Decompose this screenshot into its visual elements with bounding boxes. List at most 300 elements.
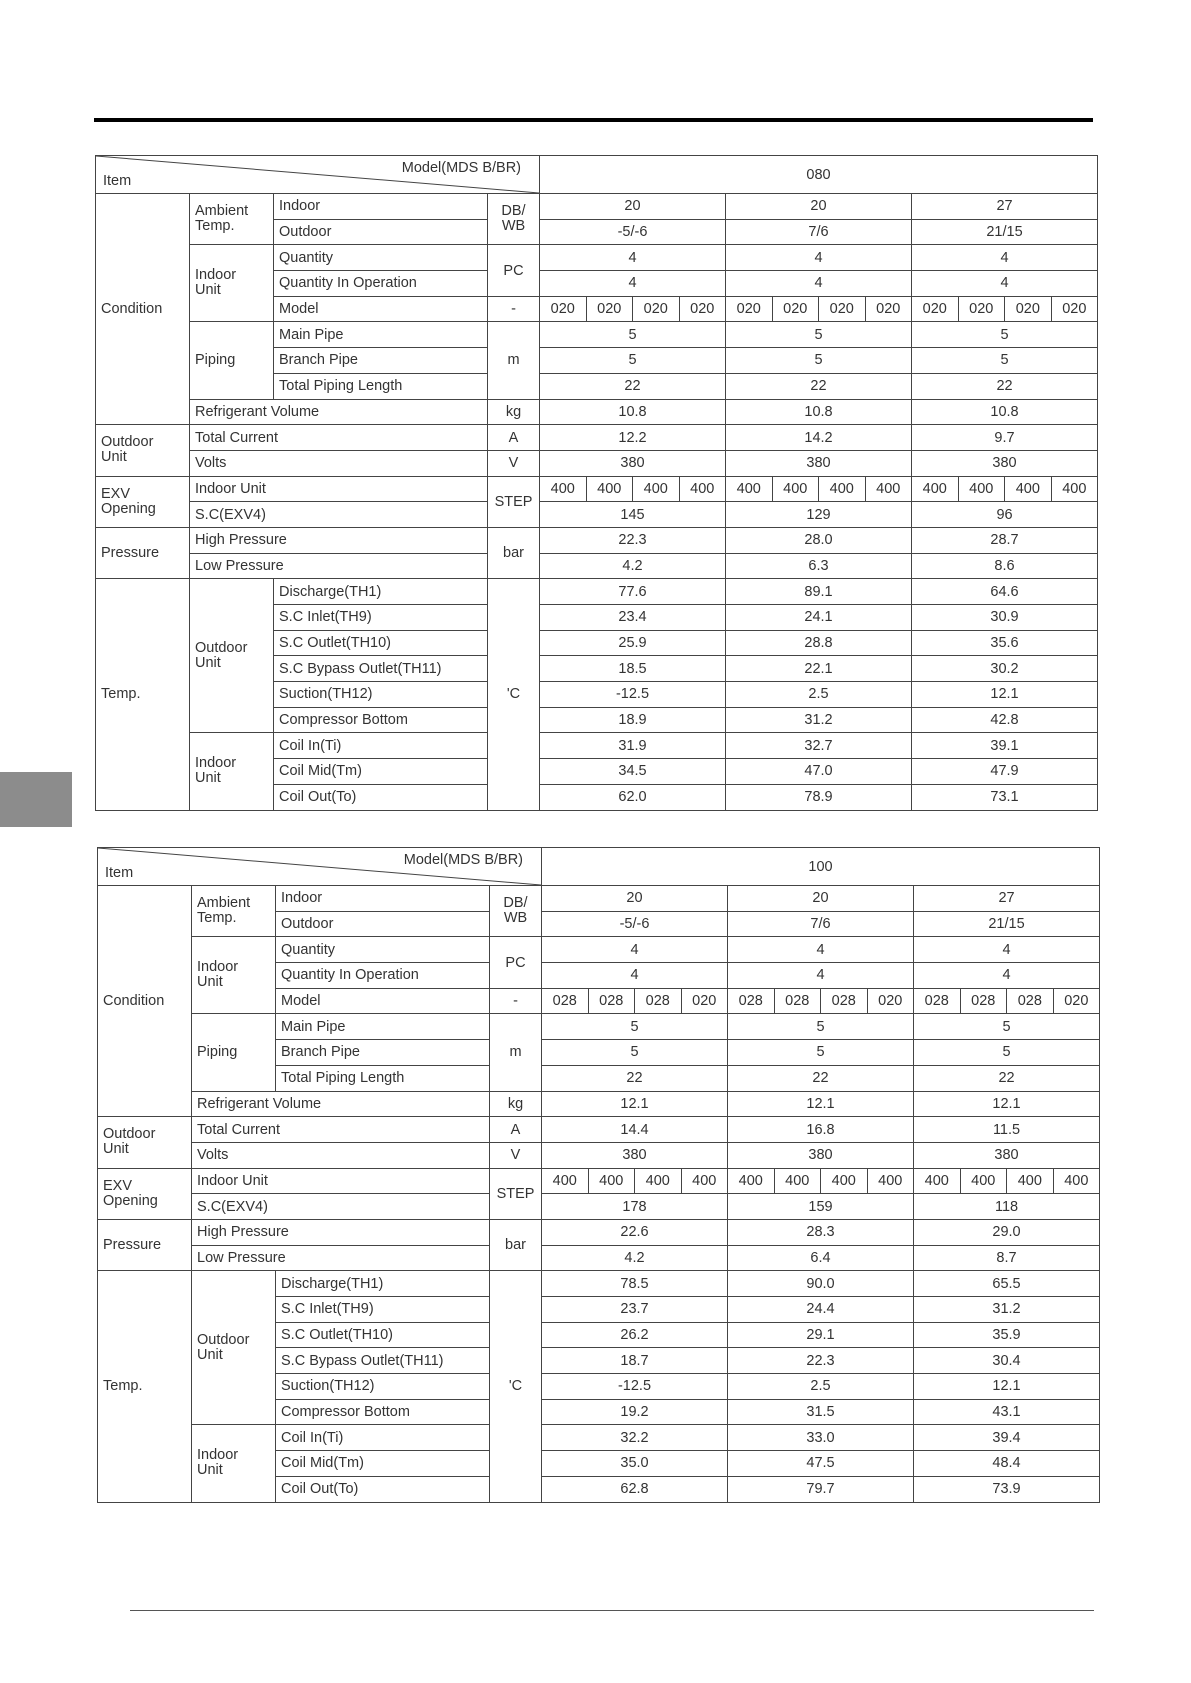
exv-indoor-steps-cell: 400	[736, 480, 761, 497]
unit-degc: 'C	[488, 579, 540, 810]
label-branch-pipe: Branch Pipe	[274, 348, 488, 374]
value-volts: 380	[542, 1142, 728, 1168]
value-total-current: 16.8	[728, 1117, 914, 1143]
value-coil-in: 32.2	[542, 1425, 728, 1451]
value-high-pressure: 28.0	[726, 527, 912, 553]
value-branch-pipe: 5	[542, 1040, 728, 1066]
value-indoor: 27	[914, 886, 1100, 912]
value-discharge: 65.5	[914, 1271, 1100, 1297]
label-refrigerant: Refrigerant Volume	[190, 399, 488, 425]
label-temp-outdoor-unit	[192, 1271, 276, 1425]
value-high-pressure: 22.6	[542, 1219, 728, 1245]
indoor-models-cell: 028	[820, 989, 867, 1014]
exv-indoor-steps-cell: 400	[679, 477, 726, 502]
value-indoor: 20	[726, 194, 912, 220]
label-branch-pipe: Branch Pipe	[276, 1040, 490, 1066]
exv-indoor-steps-cell: 400	[1006, 1169, 1053, 1194]
value-outdoor: -5/-6	[542, 911, 728, 937]
unit-dbwb-text: DB/ WB	[503, 895, 528, 927]
label-sc-exv4: S.C(EXV4)	[190, 502, 488, 528]
label-low-pressure: Low Pressure	[192, 1245, 490, 1271]
label-sc-outlet: S.C Outlet(TH10)	[274, 630, 488, 656]
label-coil-in: Coil In(Ti)	[274, 733, 488, 759]
value-coil-in: 33.0	[728, 1425, 914, 1451]
value-sc-outlet: 28.8	[726, 630, 912, 656]
indoor-models-cell: 020	[922, 300, 947, 317]
value-refrigerant: 12.1	[914, 1091, 1100, 1117]
label-model: Model	[276, 988, 490, 1014]
value-indoor: 27	[912, 194, 1098, 220]
label-outdoor: Outdoor	[276, 911, 490, 937]
indoor-models-cell: 028	[552, 992, 577, 1009]
group-outdoor-unit-text: Outdoor Unit	[103, 1126, 156, 1158]
label-exv-indoor-unit: Indoor Unit	[190, 476, 488, 502]
value-sc-exv4: 159	[728, 1194, 914, 1220]
value-branch-pipe: 5	[912, 348, 1098, 374]
value-total-piping: 22	[542, 1065, 728, 1091]
exv-indoor-steps	[914, 1168, 1100, 1194]
item-label: Item	[105, 865, 134, 881]
unit-dbwb	[490, 886, 542, 937]
label-quantity-op: Quantity In Operation	[276, 963, 490, 989]
label-quantity-op: Quantity In Operation	[274, 271, 488, 297]
value-sc-bypass: 22.1	[726, 656, 912, 682]
label-exv-indoor-unit: Indoor Unit	[192, 1168, 490, 1194]
value-coil-out: 78.9	[726, 784, 912, 810]
value-coil-mid: 48.4	[914, 1451, 1100, 1477]
exv-indoor-steps-cell: 400	[738, 1172, 763, 1189]
value-main-pipe: 5	[914, 1014, 1100, 1040]
label-temp-indoor-unit	[190, 733, 274, 810]
exv-indoor-steps-cell: 400	[550, 480, 575, 497]
exv-indoor-steps	[728, 1168, 914, 1194]
indoor-models-cell: 020	[632, 297, 679, 322]
unit-bar: bar	[490, 1219, 542, 1270]
value-total-piping: 22	[540, 373, 726, 399]
exv-indoor-steps-cell: 400	[772, 477, 819, 502]
value-low-pressure: 6.3	[726, 553, 912, 579]
value-coil-out: 73.1	[912, 784, 1098, 810]
unit-v: V	[488, 450, 540, 476]
unit-bar: bar	[488, 527, 540, 578]
model-label: Model(MDS B/BR)	[401, 160, 521, 176]
bottom-rule	[130, 1610, 1094, 1611]
label-temp-indoor-unit-text: Indoor Unit	[197, 1447, 239, 1479]
indoor-models-cell: 020	[1053, 989, 1100, 1014]
unit-a: A	[490, 1117, 542, 1143]
value-sc-bypass: 18.5	[540, 656, 726, 682]
indoor-models-cell: 020	[736, 300, 761, 317]
value-suction: 2.5	[726, 682, 912, 708]
label-suction: Suction(TH12)	[276, 1374, 490, 1400]
group-condition: Condition	[98, 886, 192, 1117]
label-coil-out: Coil Out(To)	[276, 1476, 490, 1502]
value-refrigerant: 10.8	[726, 399, 912, 425]
value-total-piping: 22	[914, 1065, 1100, 1091]
label-piping: Piping	[192, 1014, 276, 1091]
value-low-pressure: 6.4	[728, 1245, 914, 1271]
value-total-current: 14.2	[726, 425, 912, 451]
value-main-pipe: 5	[726, 322, 912, 348]
exv-indoor-steps	[912, 476, 1098, 502]
value-quantity: 4	[542, 937, 728, 963]
value-main-pipe: 5	[540, 322, 726, 348]
value-branch-pipe: 5	[914, 1040, 1100, 1066]
exv-indoor-steps-cell: 400	[634, 1169, 681, 1194]
value-high-pressure: 28.3	[728, 1219, 914, 1245]
indoor-models	[540, 296, 726, 322]
value-volts: 380	[728, 1142, 914, 1168]
value-coil-mid: 47.9	[912, 759, 1098, 785]
label-indoor: Indoor	[276, 886, 490, 912]
value-total-piping: 22	[912, 373, 1098, 399]
unit-kg: kg	[490, 1091, 542, 1117]
value-discharge: 90.0	[728, 1271, 914, 1297]
value-sc-inlet: 24.4	[728, 1297, 914, 1323]
label-ambient-temp	[190, 194, 274, 245]
value-indoor: 20	[542, 886, 728, 912]
group-pressure: Pressure	[96, 527, 190, 578]
label-comp-bottom: Compressor Bottom	[274, 707, 488, 733]
indoor-models-cell: 020	[818, 297, 865, 322]
top-rule	[94, 118, 1093, 122]
group-exv-opening	[96, 476, 190, 527]
value-indoor: 20	[540, 194, 726, 220]
exv-indoor-steps-cell: 400	[818, 477, 865, 502]
label-temp-indoor-unit-text: Indoor Unit	[195, 755, 237, 787]
exv-indoor-steps-cell: 400	[924, 1172, 949, 1189]
label-volts: Volts	[190, 450, 488, 476]
value-comp-bottom: 19.2	[542, 1399, 728, 1425]
value-coil-out: 79.7	[728, 1476, 914, 1502]
value-comp-bottom: 18.9	[540, 707, 726, 733]
label-volts: Volts	[192, 1142, 490, 1168]
value-sc-outlet: 25.9	[540, 630, 726, 656]
group-exv-opening-text: EXV Opening	[101, 485, 156, 517]
value-low-pressure: 4.2	[540, 553, 726, 579]
value-high-pressure: 22.3	[540, 527, 726, 553]
value-suction: -12.5	[542, 1374, 728, 1400]
value-sc-outlet: 35.9	[914, 1322, 1100, 1348]
value-comp-bottom: 43.1	[914, 1399, 1100, 1425]
value-quantity-op: 4	[728, 963, 914, 989]
value-total-current: 9.7	[912, 425, 1098, 451]
unit-m: m	[488, 322, 540, 399]
value-low-pressure: 8.6	[912, 553, 1098, 579]
label-total-current: Total Current	[192, 1117, 490, 1143]
value-coil-mid: 35.0	[542, 1451, 728, 1477]
indoor-models-cell: 020	[550, 300, 575, 317]
value-coil-mid: 47.0	[726, 759, 912, 785]
value-quantity-op: 4	[542, 963, 728, 989]
unit-dbwb	[488, 194, 540, 245]
value-sc-outlet: 29.1	[728, 1322, 914, 1348]
value-branch-pipe: 5	[726, 348, 912, 374]
exv-indoor-steps-cell: 400	[1004, 477, 1051, 502]
value-quantity: 4	[726, 245, 912, 271]
item-model-header	[98, 848, 542, 886]
value-quantity: 4	[914, 937, 1100, 963]
indoor-models-cell: 028	[1006, 989, 1053, 1014]
indoor-models	[542, 988, 728, 1014]
exv-indoor-steps-cell: 400	[960, 1169, 1007, 1194]
value-low-pressure: 4.2	[542, 1245, 728, 1271]
indoor-models-cell: 020	[1051, 297, 1098, 322]
value-sc-exv4: 129	[726, 502, 912, 528]
value-coil-in: 39.4	[914, 1425, 1100, 1451]
value-coil-mid: 47.5	[728, 1451, 914, 1477]
indoor-models-cell: 020	[867, 989, 914, 1014]
exv-indoor-steps-cell: 400	[588, 1169, 635, 1194]
label-ambient-temp-text: Ambient Temp.	[195, 203, 249, 235]
exv-indoor-steps-cell: 400	[552, 1172, 577, 1189]
value-outdoor: 7/6	[726, 219, 912, 245]
value-quantity: 4	[540, 245, 726, 271]
value-main-pipe: 5	[912, 322, 1098, 348]
exv-indoor-steps-cell: 400	[632, 477, 679, 502]
value-outdoor: 21/15	[914, 911, 1100, 937]
value-comp-bottom: 42.8	[912, 707, 1098, 733]
indoor-models	[914, 988, 1100, 1014]
value-quantity-op: 4	[912, 271, 1098, 297]
label-piping: Piping	[190, 322, 274, 399]
value-refrigerant: 10.8	[912, 399, 1098, 425]
group-pressure: Pressure	[98, 1219, 192, 1270]
value-sc-inlet: 24.1	[726, 605, 912, 631]
value-sc-bypass: 18.7	[542, 1348, 728, 1374]
exv-indoor-steps	[542, 1168, 728, 1194]
value-sc-inlet: 30.9	[912, 605, 1098, 631]
value-indoor: 20	[728, 886, 914, 912]
value-volts: 380	[540, 450, 726, 476]
label-high-pressure: High Pressure	[192, 1219, 490, 1245]
indoor-models	[912, 296, 1098, 322]
value-coil-out: 62.8	[542, 1476, 728, 1502]
unit-dbwb-text: DB/ WB	[501, 203, 526, 235]
model-number: 100	[542, 848, 1100, 886]
value-sc-exv4: 118	[914, 1194, 1100, 1220]
value-refrigerant: 12.1	[728, 1091, 914, 1117]
spec-table-100	[97, 847, 1100, 1503]
value-main-pipe: 5	[728, 1014, 914, 1040]
value-sc-inlet: 31.2	[914, 1297, 1100, 1323]
side-tab	[0, 772, 72, 827]
group-exv-opening	[98, 1168, 192, 1219]
label-ambient-temp	[192, 886, 276, 937]
unit-dash: -	[490, 988, 542, 1014]
value-coil-in: 39.1	[912, 733, 1098, 759]
label-discharge: Discharge(TH1)	[276, 1271, 490, 1297]
group-outdoor-unit-text: Outdoor Unit	[101, 434, 154, 466]
indoor-models-cell: 020	[958, 297, 1005, 322]
value-coil-out: 62.0	[540, 784, 726, 810]
label-sc-bypass: S.C Bypass Outlet(TH11)	[274, 656, 488, 682]
model-label: Model(MDS B/BR)	[403, 852, 523, 868]
label-coil-mid: Coil Mid(Tm)	[274, 759, 488, 785]
label-main-pipe: Main Pipe	[274, 322, 488, 348]
unit-v: V	[490, 1142, 542, 1168]
exv-indoor-steps-cell: 400	[922, 480, 947, 497]
label-total-piping: Total Piping Length	[274, 373, 488, 399]
label-indoor-unit	[190, 245, 274, 322]
indoor-models-cell: 028	[960, 989, 1007, 1014]
label-temp-outdoor-unit-text: Outdoor Unit	[195, 639, 248, 671]
value-suction: -12.5	[540, 682, 726, 708]
value-outdoor: -5/-6	[540, 219, 726, 245]
item-model-header	[96, 156, 540, 194]
label-temp-indoor-unit	[192, 1425, 276, 1502]
group-condition: Condition	[96, 194, 190, 425]
value-sc-inlet: 23.4	[540, 605, 726, 631]
label-ambient-temp-text: Ambient Temp.	[197, 895, 251, 927]
unit-m: m	[490, 1014, 542, 1091]
value-quantity-op: 4	[726, 271, 912, 297]
value-outdoor: 7/6	[728, 911, 914, 937]
value-refrigerant: 12.1	[542, 1091, 728, 1117]
label-coil-mid: Coil Mid(Tm)	[276, 1451, 490, 1477]
label-sc-outlet: S.C Outlet(TH10)	[276, 1322, 490, 1348]
value-comp-bottom: 31.2	[726, 707, 912, 733]
unit-kg: kg	[488, 399, 540, 425]
unit-step: STEP	[488, 476, 540, 527]
value-quantity: 4	[728, 937, 914, 963]
value-comp-bottom: 31.5	[728, 1399, 914, 1425]
value-sc-exv4: 145	[540, 502, 726, 528]
label-model: Model	[274, 296, 488, 322]
exv-indoor-steps-cell: 400	[681, 1169, 728, 1194]
label-comp-bottom: Compressor Bottom	[276, 1399, 490, 1425]
value-coil-mid: 34.5	[540, 759, 726, 785]
indoor-models-cell: 020	[586, 297, 633, 322]
indoor-models-cell: 020	[679, 297, 726, 322]
exv-indoor-steps	[726, 476, 912, 502]
label-sc-inlet: S.C Inlet(TH9)	[274, 605, 488, 631]
label-temp-outdoor-unit-text: Outdoor Unit	[197, 1331, 250, 1363]
value-main-pipe: 5	[542, 1014, 728, 1040]
label-main-pipe: Main Pipe	[276, 1014, 490, 1040]
value-sc-exv4: 178	[542, 1194, 728, 1220]
exv-indoor-steps-cell: 400	[586, 477, 633, 502]
label-quantity: Quantity	[276, 937, 490, 963]
value-discharge: 64.6	[912, 579, 1098, 605]
indoor-models-cell: 020	[681, 989, 728, 1014]
value-quantity-op: 4	[540, 271, 726, 297]
label-outdoor: Outdoor	[274, 219, 488, 245]
label-indoor: Indoor	[274, 194, 488, 220]
spec-table-080	[95, 155, 1098, 811]
label-indoor-unit-text: Indoor Unit	[197, 959, 239, 991]
label-total-piping: Total Piping Length	[276, 1065, 490, 1091]
label-sc-inlet: S.C Inlet(TH9)	[276, 1297, 490, 1323]
value-discharge: 77.6	[540, 579, 726, 605]
label-sc-exv4: S.C(EXV4)	[192, 1194, 490, 1220]
value-outdoor: 21/15	[912, 219, 1098, 245]
value-volts: 380	[914, 1142, 1100, 1168]
value-coil-in: 31.9	[540, 733, 726, 759]
group-exv-opening-text: EXV Opening	[103, 1177, 158, 1209]
label-indoor-unit	[192, 937, 276, 1014]
value-sc-outlet: 26.2	[542, 1322, 728, 1348]
model-number: 080	[540, 156, 1098, 194]
label-coil-out: Coil Out(To)	[274, 784, 488, 810]
value-suction: 2.5	[728, 1374, 914, 1400]
label-indoor-unit-text: Indoor Unit	[195, 267, 237, 299]
value-volts: 380	[726, 450, 912, 476]
label-low-pressure: Low Pressure	[190, 553, 488, 579]
value-discharge: 78.5	[542, 1271, 728, 1297]
exv-indoor-steps-cell: 400	[774, 1169, 821, 1194]
value-coil-out: 73.9	[914, 1476, 1100, 1502]
value-total-piping: 22	[728, 1065, 914, 1091]
exv-indoor-steps-cell: 400	[867, 1169, 914, 1194]
value-refrigerant: 10.8	[540, 399, 726, 425]
value-sc-bypass: 22.3	[728, 1348, 914, 1374]
exv-indoor-steps-cell: 400	[1053, 1169, 1100, 1194]
indoor-models-cell: 020	[772, 297, 819, 322]
indoor-models-cell: 028	[924, 992, 949, 1009]
group-temp: Temp.	[96, 579, 190, 810]
label-quantity: Quantity	[274, 245, 488, 271]
unit-pc: PC	[490, 937, 542, 988]
unit-dash: -	[488, 296, 540, 322]
label-coil-in: Coil In(Ti)	[276, 1425, 490, 1451]
value-discharge: 89.1	[726, 579, 912, 605]
value-high-pressure: 29.0	[914, 1219, 1100, 1245]
label-refrigerant: Refrigerant Volume	[192, 1091, 490, 1117]
value-suction: 12.1	[912, 682, 1098, 708]
indoor-models-cell: 020	[1004, 297, 1051, 322]
item-label: Item	[103, 173, 132, 189]
exv-indoor-steps-cell: 400	[820, 1169, 867, 1194]
unit-degc: 'C	[490, 1271, 542, 1502]
label-high-pressure: High Pressure	[190, 527, 488, 553]
value-sc-inlet: 23.7	[542, 1297, 728, 1323]
indoor-models-cell: 028	[588, 989, 635, 1014]
value-total-current: 11.5	[914, 1117, 1100, 1143]
value-branch-pipe: 5	[728, 1040, 914, 1066]
value-total-piping: 22	[726, 373, 912, 399]
group-temp: Temp.	[98, 1271, 192, 1502]
value-quantity-op: 4	[914, 963, 1100, 989]
value-volts: 380	[912, 450, 1098, 476]
value-sc-outlet: 35.6	[912, 630, 1098, 656]
value-sc-bypass: 30.2	[912, 656, 1098, 682]
label-discharge: Discharge(TH1)	[274, 579, 488, 605]
indoor-models	[728, 988, 914, 1014]
label-sc-bypass: S.C Bypass Outlet(TH11)	[276, 1348, 490, 1374]
value-low-pressure: 8.7	[914, 1245, 1100, 1271]
group-outdoor-unit	[96, 425, 190, 476]
indoor-models-cell: 028	[738, 992, 763, 1009]
unit-pc: PC	[488, 245, 540, 296]
group-outdoor-unit	[98, 1117, 192, 1168]
value-total-current: 12.2	[540, 425, 726, 451]
value-suction: 12.1	[914, 1374, 1100, 1400]
indoor-models-cell: 028	[774, 989, 821, 1014]
value-sc-exv4: 96	[912, 502, 1098, 528]
value-branch-pipe: 5	[540, 348, 726, 374]
label-suction: Suction(TH12)	[274, 682, 488, 708]
value-coil-in: 32.7	[726, 733, 912, 759]
label-temp-outdoor-unit	[190, 579, 274, 733]
exv-indoor-steps-cell: 400	[958, 477, 1005, 502]
indoor-models-cell: 020	[865, 297, 912, 322]
value-quantity: 4	[912, 245, 1098, 271]
exv-indoor-steps-cell: 400	[865, 477, 912, 502]
indoor-models	[726, 296, 912, 322]
unit-step: STEP	[490, 1168, 542, 1219]
value-high-pressure: 28.7	[912, 527, 1098, 553]
